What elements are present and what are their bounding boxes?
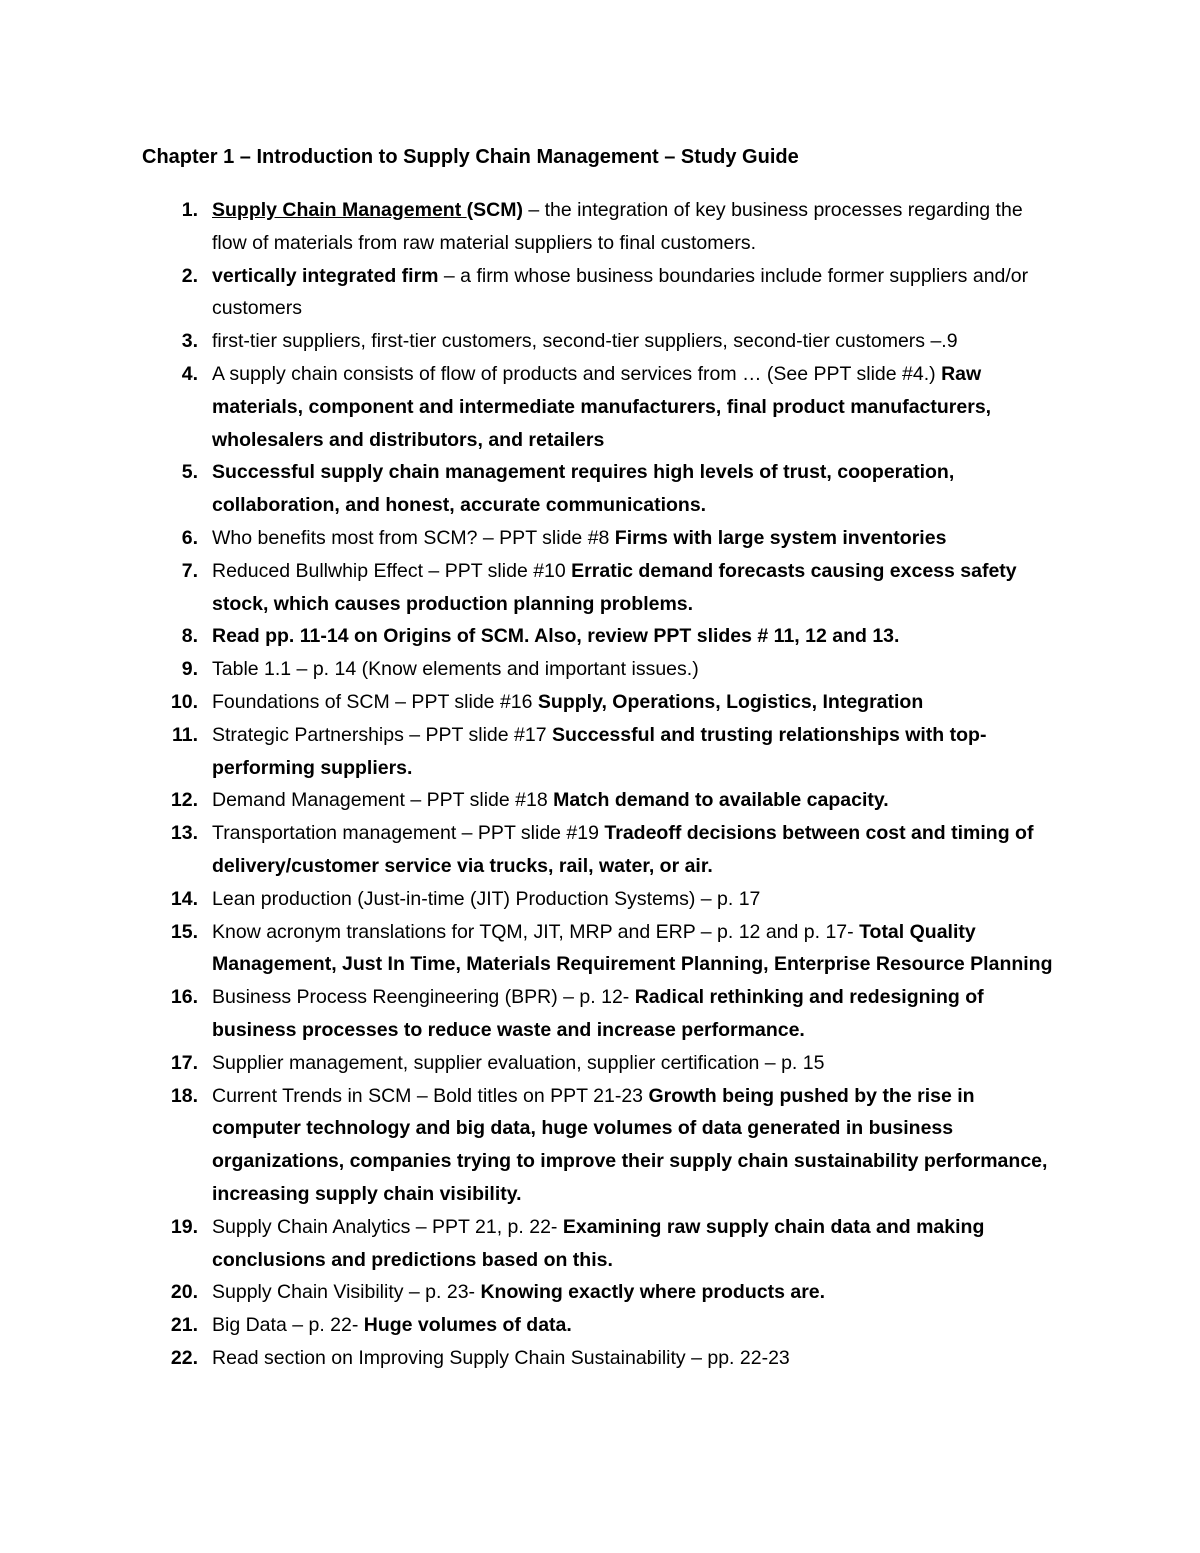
item-answer: Match demand to available capacity.	[553, 789, 889, 812]
item-number: 12.	[170, 789, 198, 812]
item-number: 1.	[181, 199, 198, 221]
item-answer: Successful supply chain management requires high levels of trust, cooperation, collaboration, and honest, accurate communications.	[212, 461, 955, 517]
item-text: – the integration of key business processes regarding the flow of materials from raw material suppliers to final customers.	[212, 199, 1023, 254]
item-number: 21.	[170, 1314, 198, 1337]
page-title: Chapter 1 – Introduction to Supply Chain Management – Study Guide	[142, 146, 799, 168]
item-number: 9.	[181, 658, 198, 681]
list-item	[142, 916, 1062, 982]
list-item	[142, 1309, 1062, 1342]
item-text: Strategic Partnerships – PPT slide #17	[212, 723, 552, 746]
item-answer: Huge volumes of data.	[363, 1314, 572, 1337]
list-item	[142, 456, 1062, 522]
list-item	[142, 325, 1062, 358]
item-text: first-tier suppliers, first-tier customers, second-tier suppliers, second-tier customers –.9	[212, 330, 958, 353]
item-text: Business Process Reengineering (BPR) – p. 12-	[212, 986, 635, 1009]
item-answer: Radical rethinking and redesigning of business processes to reduce waste and increase performance.	[212, 986, 984, 1041]
item-number: 5.	[181, 461, 198, 484]
item-text: Big Data – p. 22-	[212, 1314, 364, 1337]
study-guide-list	[142, 194, 1062, 1375]
item-text: Current Trends in SCM – Bold titles on PPT 21-23	[212, 1084, 649, 1107]
item-answer: Read pp. 11-14 on Origins of SCM. Also, review PPT slides # 11, 12 and 13.	[212, 625, 900, 648]
item-text: Who benefits most from SCM? – PPT slide #8	[212, 526, 615, 549]
item-answer: Raw materials, component and intermediate manufacturers, final product manufacturers, wholesalers and distributors, and retailers	[212, 362, 992, 451]
item-number: 20.	[170, 1281, 198, 1304]
list-item	[142, 883, 1062, 916]
list-item	[142, 1342, 1062, 1375]
item-number: 18.	[170, 1084, 198, 1107]
item-number: 10.	[170, 690, 198, 713]
item-number: 7.	[181, 559, 198, 582]
item-text: Reduced Bullwhip Effect – PPT slide #10	[212, 559, 572, 582]
item-number: 6.	[181, 526, 198, 549]
item-answer: Examining raw supply chain data and making conclusions and predictions based on this.	[212, 1215, 985, 1271]
item-text: Transportation management – PPT slide #19	[212, 822, 605, 845]
item-text: A supply chain consists of flow of products and services from … (See PPT slide #4.)	[212, 362, 942, 385]
list-item	[142, 1047, 1062, 1080]
item-number: 2.	[181, 264, 198, 287]
item-number: 11.	[171, 723, 198, 746]
list-item	[142, 358, 1062, 456]
item-answer: Supply, Operations, Logistics, Integration	[537, 690, 924, 713]
item-number: 8.	[181, 625, 198, 648]
item-answer: Firms with large system inventories	[614, 526, 947, 549]
item-number: 14.	[170, 887, 198, 910]
item-number: 3.	[181, 330, 198, 353]
item-term: Supply Chain Management	[212, 199, 467, 221]
item-answer: Knowing exactly where products are.	[480, 1281, 826, 1304]
item-answer: Total Quality Management, Just In Time, Materials Requirement Planning, Enterprise Resource Planning	[212, 920, 1053, 976]
list-item	[142, 194, 1062, 260]
item-answer: Erratic demand forecasts causing excess safety stock, which causes production planning problems.	[212, 559, 1017, 615]
list-item	[142, 260, 1062, 326]
item-term: vertically integrated firm	[212, 264, 439, 287]
item-number: 15.	[170, 920, 198, 943]
list-item	[142, 1211, 1062, 1277]
item-number: 22.	[170, 1346, 198, 1369]
item-number: 4.	[181, 362, 198, 385]
item-answer: Successful and trusting relationships with top-performing suppliers.	[212, 723, 987, 779]
item-text: Lean production (Just-in-time (JIT) Production Systems) – p. 17	[212, 887, 761, 910]
item-text: Supply Chain Visibility – p. 23-	[212, 1281, 481, 1304]
item-text: Know acronym translations for TQM, JIT, MRP and ERP – p. 12 and p. 17-	[212, 920, 860, 943]
list-item	[142, 981, 1062, 1047]
list-item	[142, 522, 1062, 555]
item-text: Read section on Improving Supply Chain Sustainability – pp. 22-23	[212, 1346, 790, 1369]
item-answer: Tradeoff decisions between cost and timing of delivery/customer service via trucks, rail, water, or air.	[212, 822, 1034, 877]
item-text: – a firm whose business boundaries include former suppliers and/or customers	[212, 264, 1029, 320]
item-number: 17.	[170, 1051, 198, 1074]
item-text: Supply Chain Analytics – PPT 21, p. 22-	[212, 1215, 563, 1238]
list-item	[142, 555, 1062, 621]
item-answer: Growth being pushed by the rise in computer technology and big data, huge volumes of data generated in business organizations, companies trying to improve their supply chain sustainability performance, increasing supply chain visibility.	[212, 1084, 1048, 1205]
list-item	[142, 719, 1062, 785]
list-item	[142, 817, 1062, 883]
item-term: (SCM)	[466, 199, 523, 221]
item-text: Foundations of SCM – PPT slide #16	[212, 690, 538, 713]
list-item	[142, 686, 1062, 719]
list-item	[142, 784, 1062, 817]
item-text: Table 1.1 – p. 14 (Know elements and important issues.)	[212, 658, 699, 681]
list-item	[142, 620, 1062, 653]
item-number: 16.	[170, 986, 198, 1009]
item-text: Supplier management, supplier evaluation, supplier certification – p. 15	[212, 1051, 825, 1074]
list-item	[142, 1276, 1062, 1309]
item-number: 13.	[170, 822, 198, 845]
item-number: 19.	[170, 1215, 198, 1238]
list-item	[142, 1080, 1062, 1211]
item-text: Demand Management – PPT slide #18	[212, 789, 554, 812]
list-item	[142, 653, 1062, 686]
